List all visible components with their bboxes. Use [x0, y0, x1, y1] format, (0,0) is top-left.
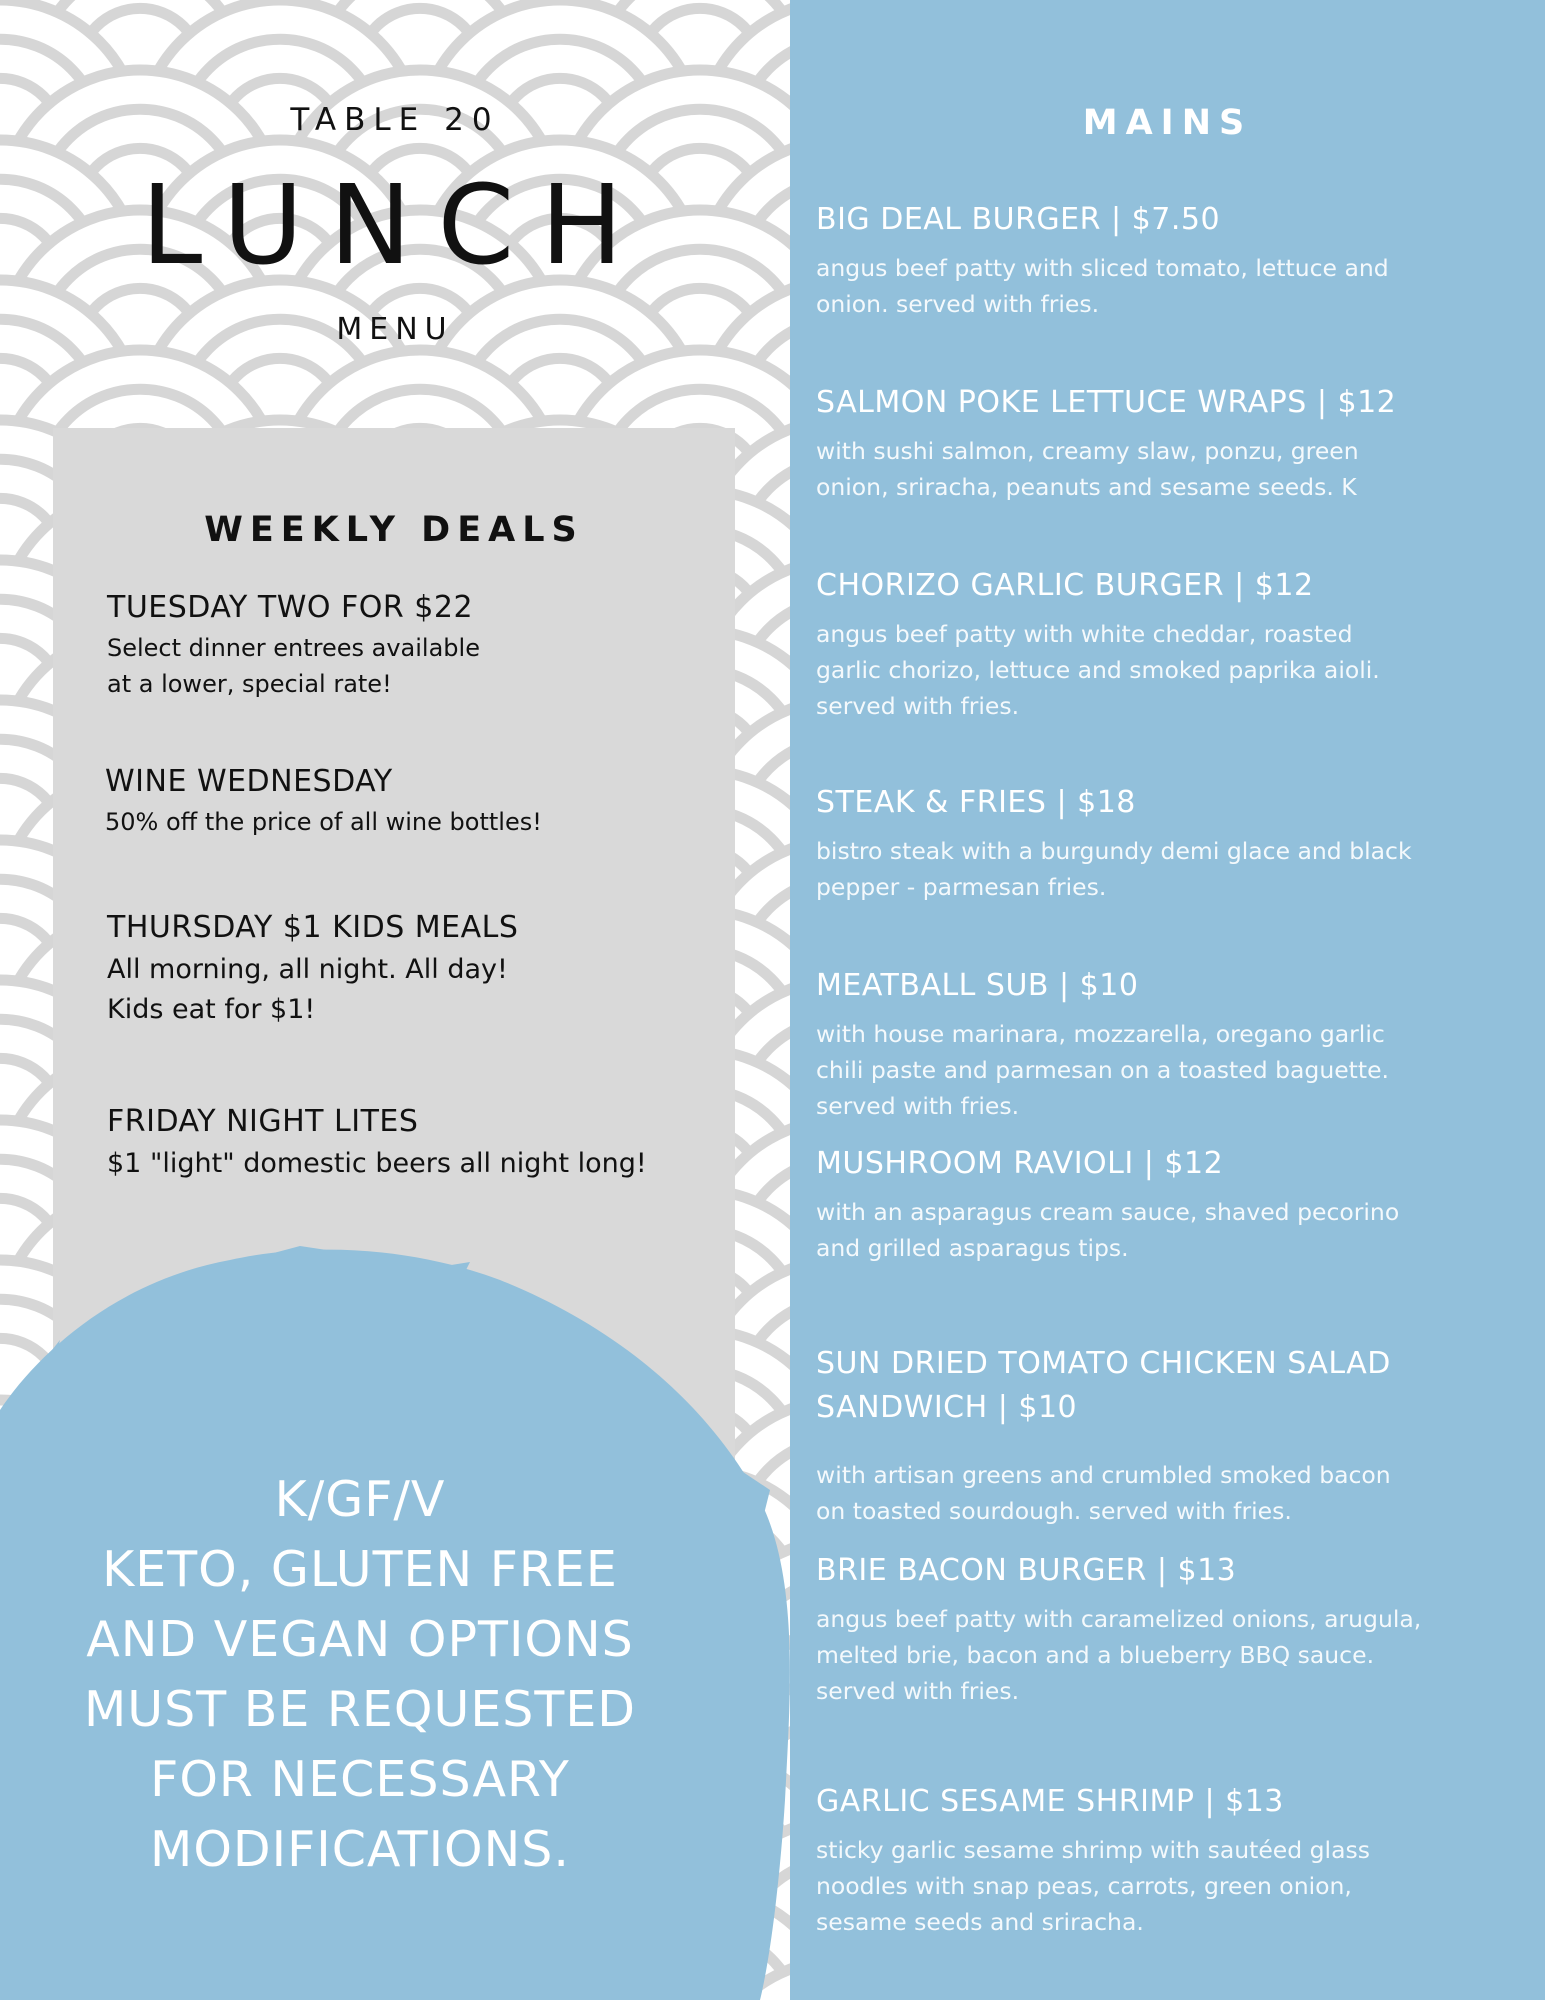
notice-line: KETO, GLUTEN FREE	[102, 1541, 618, 1598]
menu-item	[816, 1323, 1536, 1548]
page-title: LUNCH	[140, 161, 650, 289]
menu-item-title: BIG DEAL BURGER | $7.50	[816, 202, 1221, 237]
menu-item-title: GARLIC SESAME SHRIMP | $13	[816, 1784, 1284, 1819]
menu-item-title: STEAK & FRIES | $18	[816, 785, 1136, 820]
menu-item	[816, 198, 1536, 322]
deal-tuesday	[107, 590, 707, 702]
menu-item	[816, 964, 1536, 1124]
menu-item-description: with sushi salmon, creamy slaw, ponzu, green onion, sriracha, peanuts and sesame seeds. K	[816, 437, 1359, 501]
mains-heading: MAINS	[1082, 103, 1253, 143]
deal-wednesday	[105, 764, 705, 840]
menu-item	[816, 1549, 1536, 1709]
menu-item-description: angus beef patty with sliced tomato, lettuce and onion. served with fries.	[816, 254, 1389, 318]
menu-item	[816, 1142, 1536, 1266]
menu-item-title: SUN DRIED TOMATO CHICKEN SALAD SANDWICH | $10	[816, 1346, 1391, 1425]
menu-item	[816, 381, 1536, 505]
deal-title: WINE WEDNESDAY	[105, 764, 393, 799]
mains-panel	[790, 0, 1545, 2000]
weekly-deals-heading: WEEKLY DEALS	[204, 510, 584, 550]
menu-item-description: angus beef patty with caramelized onions, arugula, melted brie, bacon and a blueberry BBQ sauce. served with fries.	[816, 1605, 1422, 1705]
deal-friday	[107, 1104, 707, 1184]
notice-line: AND VEGAN OPTIONS	[86, 1611, 634, 1668]
deal-description: All morning, all night. All day! Kids eat for $1!	[107, 954, 508, 1025]
menu-item-title: MUSHROOM RAVIOLI | $12	[816, 1146, 1224, 1181]
page-subtitle: MENU	[336, 312, 454, 347]
deal-title: TUESDAY TWO FOR $22	[107, 590, 474, 625]
menu-item-title: CHORIZO GARLIC BURGER | $12	[816, 568, 1314, 603]
menu-item-title: SALMON POKE LETTUCE WRAPS | $12	[816, 385, 1397, 420]
menu-item-description: with an asparagus cream sauce, shaved pecorino and grilled asparagus tips.	[816, 1198, 1400, 1262]
table-name: TABLE 20	[290, 102, 500, 138]
menu-item-description: bistro steak with a burgundy demi glace and black pepper - parmesan fries.	[816, 837, 1412, 901]
deal-title: THURSDAY $1 KIDS MEALS	[107, 910, 519, 945]
deal-title: FRIDAY NIGHT LITES	[107, 1104, 419, 1139]
menu-item-description: angus beef patty with white cheddar, roasted garlic chorizo, lettuce and smoked paprika aioli. served with fries.	[816, 620, 1380, 720]
deal-description: 50% off the price of all wine bottles!	[105, 808, 542, 836]
notice-line: FOR NECESSARY	[150, 1751, 570, 1808]
menu-item-title: BRIE BACON BURGER | $13	[816, 1553, 1237, 1588]
notice-line: MUST BE REQUESTED	[83, 1681, 637, 1738]
menu-item	[816, 564, 1536, 724]
deal-thursday	[107, 910, 707, 1030]
dietary-notice	[30, 1465, 690, 1885]
menu-item	[816, 781, 1536, 905]
notice-line: MODIFICATIONS.	[150, 1821, 570, 1878]
menu-item-description: sticky garlic sesame shrimp with sautéed glass noodles with snap peas, carrots, green onion, sesame seeds and sriracha.	[816, 1836, 1370, 1936]
menu-item-description: with artisan greens and crumbled smoked bacon on toasted sourdough. served with fries.	[816, 1461, 1391, 1525]
deal-description: $1 "light" domestic beers all night long!	[107, 1148, 647, 1179]
menu-item-title: MEATBALL SUB | $10	[816, 968, 1139, 1003]
menu-item-description: with house marinara, mozzarella, oregano garlic chili paste and parmesan on a toasted baguette. served with fries.	[816, 1020, 1390, 1120]
menu-item	[816, 1780, 1536, 1940]
notice-line: K/GF/V	[274, 1471, 446, 1528]
menu-header	[0, 0, 790, 420]
deal-description: Select dinner entrees available at a lower, special rate!	[107, 634, 480, 698]
